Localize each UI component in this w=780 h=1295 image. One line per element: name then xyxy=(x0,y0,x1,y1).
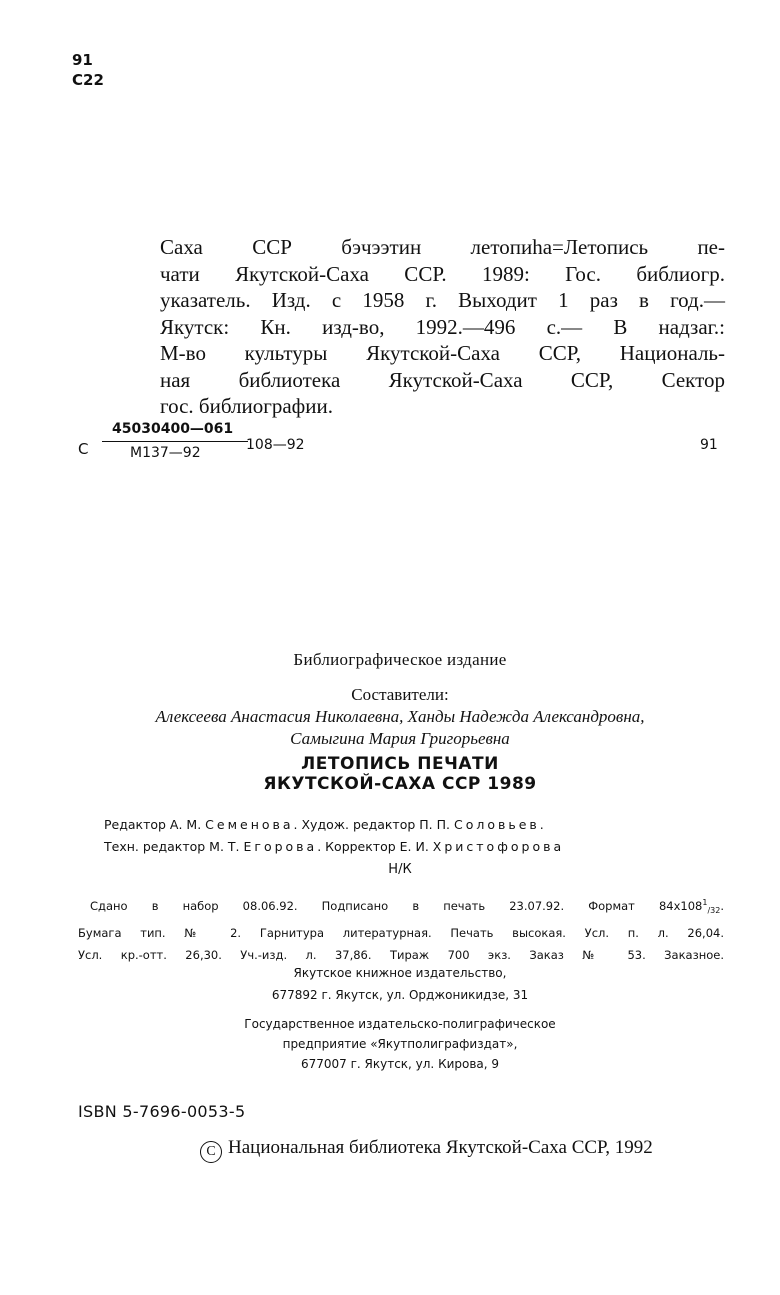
tech-editor-name: Егорова xyxy=(243,839,318,854)
art-editor-name: Соловьев xyxy=(453,817,540,832)
copyright-text: Национальная библиотека Якутской-Саха ССР, 1992 xyxy=(228,1137,653,1158)
credit-text: Редактор А. М. xyxy=(104,817,206,832)
publisher xyxy=(60,962,740,1006)
compilers-names xyxy=(60,706,740,750)
credit-text: Техн. редактор М. Т. xyxy=(104,839,244,854)
book-title xyxy=(60,754,740,794)
annotation-line: Саха ССР бэчээтин летопиhа=Летопись пе- xyxy=(160,235,725,259)
print-data-line-3: Усл. кр.-отт. 26,30. Уч.-изд. л. 37,86. Тираж 700 экз. Заказ № 53. Заказное. xyxy=(78,948,724,963)
annotation-line: М-во культуры Якутской-Саха ССР, Националь- xyxy=(160,341,725,365)
nk-mark: Н/К xyxy=(388,862,412,877)
annotation-line: Якутск: Кн. изд-во, 1992.—496 с.— В надзаг.: xyxy=(160,314,725,339)
staff-line-2 xyxy=(104,836,724,858)
formula-fraction-line xyxy=(102,441,248,442)
proofreader-name: Христофорова xyxy=(432,839,565,854)
classification-code xyxy=(72,50,104,90)
annotation-line: чати Якутской-Саха ССР. 1989: Гос. библиогр. xyxy=(160,261,725,286)
formula-right-code: 91 xyxy=(700,437,718,453)
edition-type: Библиографическое издание xyxy=(293,650,507,669)
formula-denominator: М137—92 xyxy=(130,445,201,461)
credit-text: . Корректор Е. И. xyxy=(317,839,433,854)
isbn: ISBN 5-7696-0053-5 xyxy=(78,1102,246,1121)
printer-line-1: Государственное издательско-полиграфическое xyxy=(244,1017,556,1031)
copyright xyxy=(200,1137,653,1163)
editor-name: Семенова xyxy=(205,817,294,832)
annotation-line: ная библиотека Якутской-Саха ССР, Сектор xyxy=(160,367,725,392)
compilers-line-2: Самыгина Мария Григорьевна xyxy=(290,729,510,748)
bibliographic-annotation xyxy=(160,234,725,420)
book-title-line-1: ЛЕТОПИСЬ ПЕЧАТИ xyxy=(301,754,499,774)
print-text: . xyxy=(720,898,724,913)
staff-line-1 xyxy=(104,814,724,836)
print-data-line-2: Бумага тип. № 2. Гарнитура литературная. Печать высокая. Усл. п. л. 26,04. xyxy=(78,926,724,941)
publisher-line-1: Якутское книжное издательство, xyxy=(293,966,507,980)
printer-line-2: предприятие «Якутполиграфиздат», xyxy=(282,1037,518,1051)
class-code-line-1: 91 xyxy=(72,51,93,69)
publisher-line-2: 677892 г. Якутск, ул. Орджоникидзе, 31 xyxy=(271,988,529,1002)
format-sub: /32 xyxy=(707,906,721,916)
staff-credits xyxy=(104,814,724,858)
book-title-line-2: ЯКУТСКОЙ-САХА ССР 1989 xyxy=(263,774,537,794)
class-code-line-2: С22 xyxy=(72,71,104,89)
format-sup: 1 xyxy=(702,898,708,907)
formula-letter: С xyxy=(78,440,89,458)
credit-text: . Худож. редактор П. П. xyxy=(293,817,454,832)
print-data-line-1 xyxy=(78,892,724,922)
formula-tail: 108—92 xyxy=(246,437,305,453)
printer xyxy=(60,1014,740,1074)
printer-line-3: 677007 г. Якутск, ул. Кирова, 9 xyxy=(300,1057,500,1071)
print-text: Сдано в набор 08.06.92. Подписано в печать 23.07.92. Формат 84х108 xyxy=(90,898,703,913)
compilers-label: Составители: xyxy=(351,685,449,704)
annotation-line: указатель. Изд. с 1958 г. Выходит 1 раз в год.— xyxy=(160,288,725,312)
copyright-icon: C xyxy=(200,1141,222,1163)
annotation-line: гос. библиографии. xyxy=(160,394,334,418)
print-data xyxy=(78,892,724,966)
credit-text: . xyxy=(539,817,544,832)
compilers-line-1: Алексеева Анастасия Николаевна, Ханды Надежда Александровна, xyxy=(155,707,645,726)
formula-numerator: 45030400—061 xyxy=(112,421,234,437)
